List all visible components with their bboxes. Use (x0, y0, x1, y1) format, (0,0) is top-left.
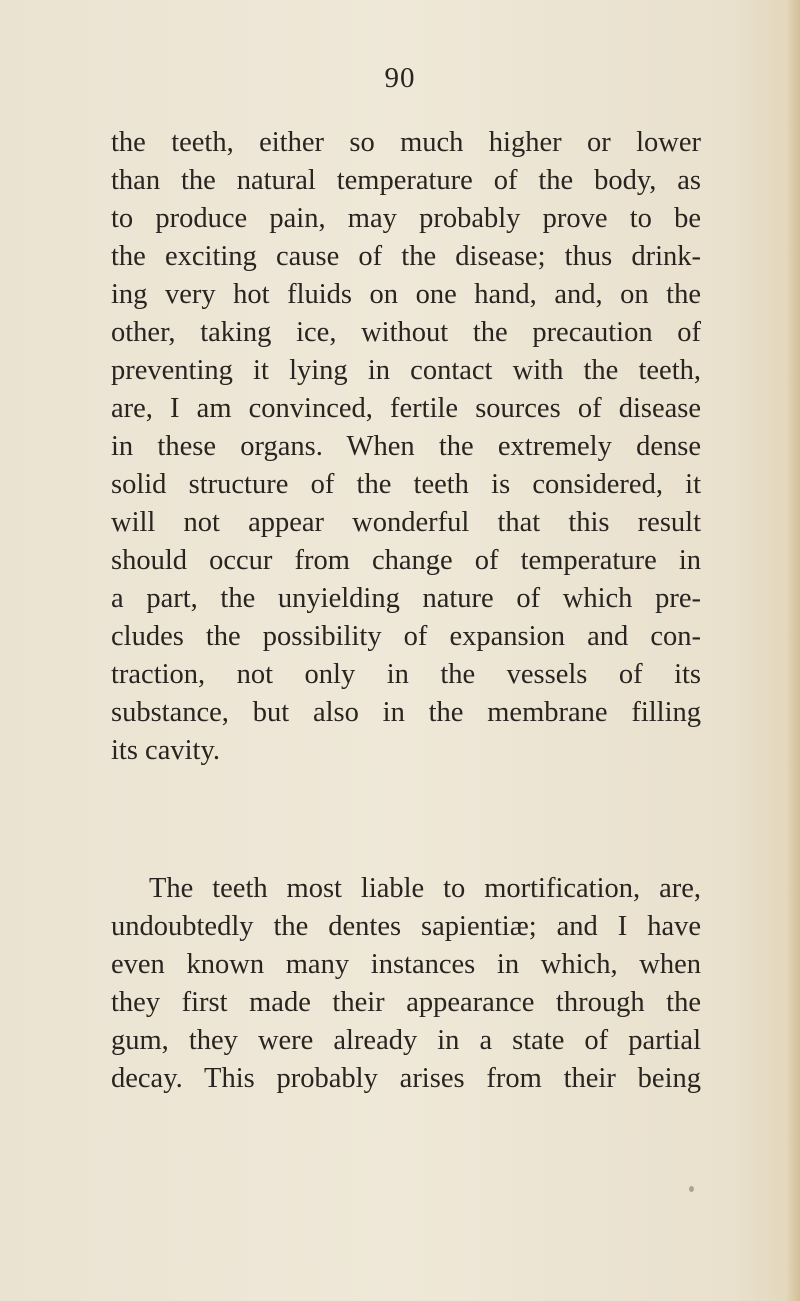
text-line: The teeth most liable to mortification, are, (149, 873, 701, 904)
text-line: to produce pain, may probably prove to be (111, 203, 701, 234)
page-edge-shadow (786, 0, 800, 1301)
paragraph-1 (111, 124, 701, 770)
text-line: traction, not only in the vessels of its (111, 659, 701, 690)
text-line: the teeth, either so much higher or lower (111, 127, 701, 158)
text-line: its cavity. (111, 735, 220, 766)
text-line: substance, but also in the membrane filling (111, 697, 701, 728)
text-line: decay. This probably arises from their being (111, 1063, 701, 1094)
text-line: will not appear wonderful that this result (111, 507, 701, 538)
text-line: ing very hot fluids on one hand, and, on the (111, 279, 701, 310)
text-line: other, taking ice, without the precaution of (111, 317, 701, 348)
text-line: undoubtedly the dentes sapientiæ; and I have (111, 911, 701, 942)
page-number: 90 (384, 62, 416, 94)
text-line: they first made their appearance through the (111, 987, 701, 1018)
text-line: in these organs. When the extremely dense (111, 431, 701, 462)
paper-blemish (689, 1186, 694, 1192)
text-line: preventing it lying in contact with the teeth, (111, 355, 701, 386)
text-line: gum, they were already in a state of partial (111, 1025, 701, 1056)
text-line: even known many instances in which, when (111, 949, 701, 980)
paragraph-2 (111, 870, 701, 1098)
text-line: cludes the possibility of expansion and con- (111, 621, 701, 652)
text-line: a part, the unyielding nature of which pre- (111, 583, 701, 614)
text-line: solid structure of the teeth is considered, it (111, 469, 701, 500)
text-line: should occur from change of temperature in (111, 545, 701, 576)
text-line: than the natural temperature of the body, as (111, 165, 701, 196)
text-line: the exciting cause of the disease; thus drink- (111, 241, 701, 272)
text-line: are, I am convinced, fertile sources of disease (111, 393, 701, 424)
